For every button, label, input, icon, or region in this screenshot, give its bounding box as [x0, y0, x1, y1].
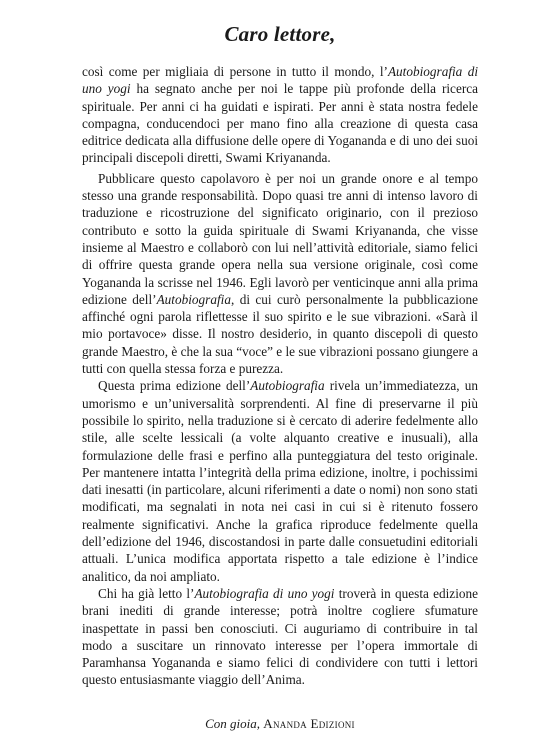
book-title: Autobiografia di uno yogi [82, 64, 478, 97]
text-run: Chi ha già letto l’ [98, 585, 195, 601]
text-run: troverà in questa edizione brani inediti di grande interesse; potrà inoltre cogliere sfumature inaspettate in passi ben conosciuti. Ci auguriamo di contribuire in tal modo a suscitare un rinnovato interesse per l’opera immortale di Paramhansa Yogananda e siamo felici di condividere con tutti i lettori questo entusiasmante viaggio dell’Anima. [82, 585, 479, 688]
book-title: Autobiografia di uno yogi [194, 585, 335, 601]
letter-heading: Caro lettore, [224, 22, 336, 46]
paragraph-3 [82, 377, 478, 585]
book-title: Autobiografia [156, 291, 231, 307]
letter-page [82, 22, 478, 732]
text-run: rivela un’immediatezza, un umorismo e un’universalità sorprendenti. Al fine di preservarne il più possibile lo spirito, nella traduzione si è cercato di aderire fedelmente allo stile, alle scelte lessicali (a volte alquanto creative e inusuali), alla formulazione delle frasi e perfino alla punteggiatura del testo originale. Per mantenere intatta l’integrità della prima edizione, inoltre, i pochissimi dati inesatti (in particolare, alcuni riferimenti a date o nomi) non sono stati modificati, ma segnalati in nota nei casi in cui si è ritenuto fossero realmente significativi. Anche la grafica riproduce fedelmente quella dell’edizione del 1946, discostandosi in parte dalle consuetudini editoriali attuali. L’unica modifica apportata rispetto a tale edizione è l’indice analitico, da noi ampliato. [82, 378, 478, 584]
paragraph-4 [82, 585, 478, 689]
text-run: Pubblicare questo capolavoro è per noi un grande onore e al tempo stesso una grande responsabilità. Dopo quasi tre anni di intenso lavoro di traduzione e ricostruzione del significato originario, con il prezioso contributo e sotto la guida spirituale di Swami Kriyananda, che visse insieme al Maestro e collaborò con lui nell’attività editoriale, siamo felici di offrire questa grande opera nella sua versione originale, così come Yogananda la scrisse nel 1946. Egli lavorò per venticinque anni alla prima edizione dell’ [82, 170, 478, 307]
book-title: Autobiografia [250, 378, 325, 394]
signature-prefix: Con gioia, [205, 715, 261, 731]
text-run: così come per migliaia di persone in tutto il mondo, l’ [82, 64, 388, 79]
text-run: Questa prima edizione dell’ [98, 378, 251, 394]
signature [82, 716, 478, 732]
paragraph-2 [82, 170, 478, 378]
text-run: , di cui curò personalmente la pubblicazione affinché ogni parola riflettesse il suo spirito e le sue vibrazioni. «Sarà il mio portavoce» disse. Il nostro desiderio, in quanto discepoli di questo grande Maestro, è che la sua “voce” e le sue vibrazioni possano giungere a tutti con quella stessa forza e purezza. [82, 291, 478, 377]
paragraph-1 [82, 63, 478, 167]
publisher-name: Ananda Edizioni [263, 715, 355, 731]
text-run: ha segnato anche per noi le tappe più profonde della ricerca spirituale. Per anni ci ha guidati e ispirati. Per anni è stata nostra fedele compagna, conducendoci per mano fino alla creazione di questa casa editrice dedicata alla diffusione delle opere di Yogananda e di uno dei suoi principali discepoli diretti, Swami Kriyananda. [82, 81, 478, 166]
